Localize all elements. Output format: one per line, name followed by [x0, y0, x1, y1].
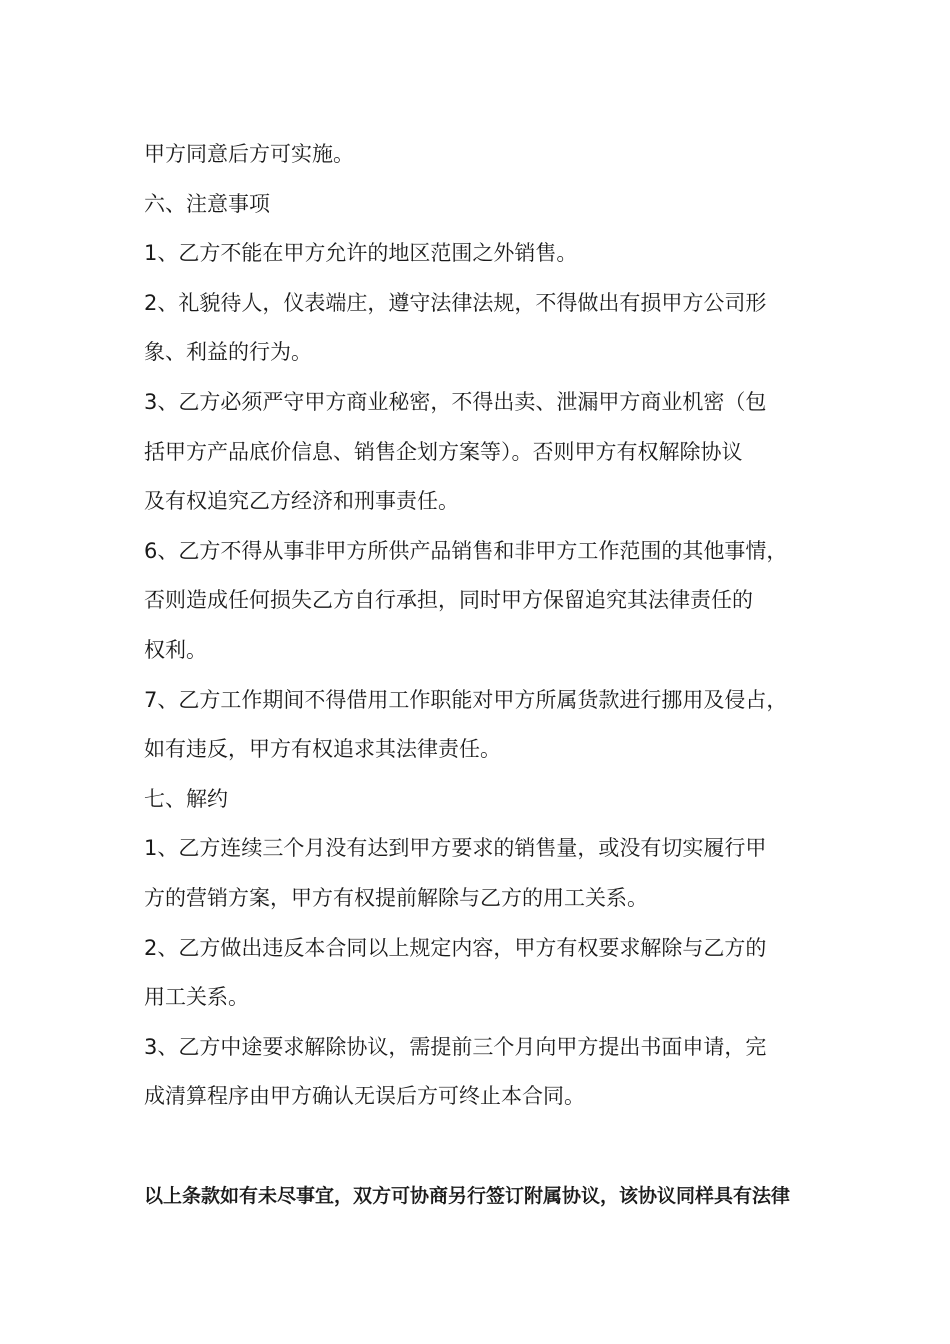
text-line: 2、礼貌待人，仪表端庄，遵守法律法规，不得做出有损甲方公司形: [144, 290, 767, 315]
text-line: 成清算程序由甲方确认无误后方可终止本合同。: [144, 1084, 585, 1109]
text-line: 3、乙方必须严守甲方商业秘密，不得出卖、泄漏甲方商业机密（包: [144, 389, 767, 414]
text-line: 3、乙方中途要求解除协议，需提前三个月向甲方提出书面申请，完: [144, 1034, 767, 1059]
text-line: 甲方同意后方可实施。: [144, 142, 354, 166]
text-line: 7、乙方工作期间不得借用工作职能对甲方所属货款进行挪用及侵占，: [144, 687, 788, 712]
closing-statement: 以上条款如有未尽事宜，双方可协商另行签订附属协议，该协议同样具有法律: [144, 1185, 791, 1207]
text-line: 如有违反，甲方有权追求其法律责任。: [144, 737, 501, 762]
text-line: 6、乙方不得从事非甲方所供产品销售和非甲方工作范围的其他事情，: [144, 538, 788, 563]
document-body: [144, 130, 816, 1122]
text-line: 象、利益的行为。: [144, 340, 312, 365]
text-line: 方的营销方案，甲方有权提前解除与乙方的用工关系。: [144, 885, 648, 910]
text-line: 及有权追究乙方经济和刑事责任。: [144, 489, 459, 514]
text-line: 用工关系。: [144, 985, 249, 1010]
section-heading-termination: 七、解约: [144, 786, 228, 811]
text-line: 2、乙方做出违反本合同以上规定内容，甲方有权要求解除与乙方的: [144, 935, 767, 960]
text-line: 括甲方产品底价信息、销售企划方案等）。否则甲方有权解除协议: [144, 439, 743, 464]
text-line: 1、乙方连续三个月没有达到甲方要求的销售量，或没有切实履行甲: [144, 836, 767, 861]
section-heading-notes: 六、注意事项: [144, 191, 270, 216]
text-line: 否则造成任何损失乙方自行承担，同时甲方保留追究其法律责任的: [144, 588, 753, 613]
text-line: 1、乙方不能在甲方允许的地区范围之外销售。: [144, 241, 578, 266]
text-line: 权利。: [144, 637, 207, 662]
